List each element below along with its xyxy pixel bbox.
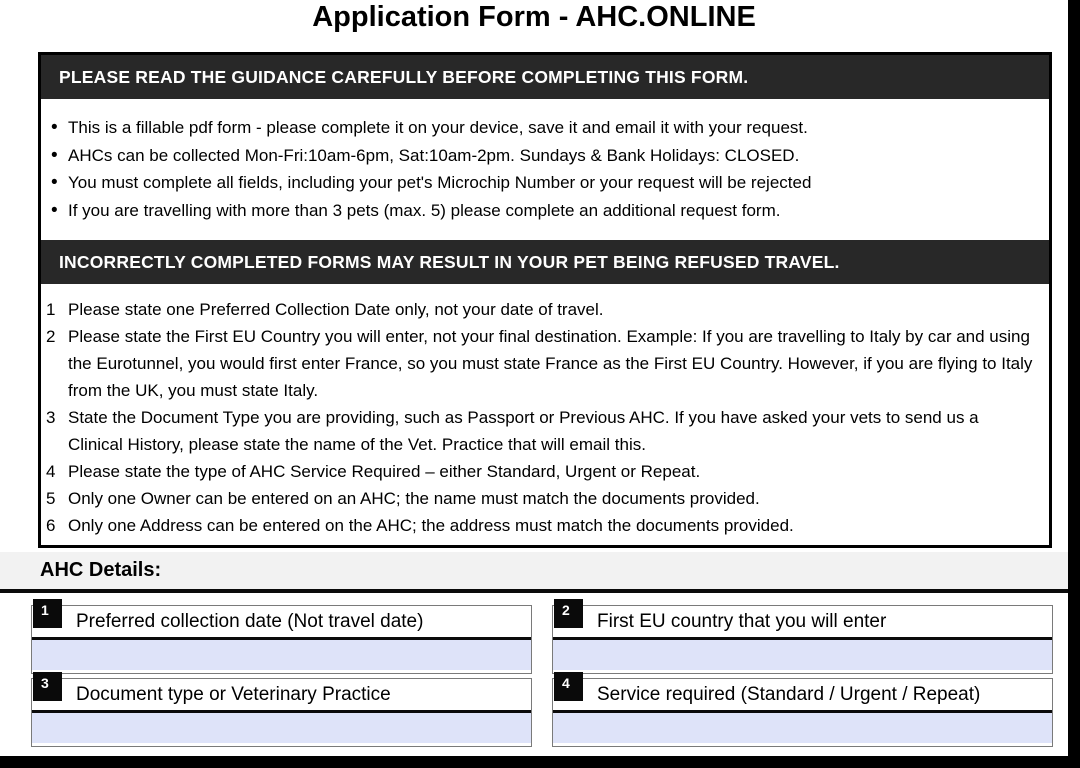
field-label-document-type: Document type or Veterinary Practice: [32, 679, 531, 710]
field-first-eu-country: [552, 602, 1053, 674]
field-preferred-collection-date: [31, 602, 532, 674]
field-number-badge-4: 4: [554, 672, 583, 701]
guidance-bullet-list: [41, 99, 1049, 240]
guidance-numbered-list: [41, 284, 1049, 539]
guidance-rule-1: Please state one Preferred Collection Date only, not your date of travel.: [68, 300, 604, 319]
ahc-fields-grid: [31, 602, 1053, 747]
page-edge-right: [1068, 0, 1080, 768]
guidance-header-2: INCORRECTLY COMPLETED FORMS MAY RESULT IN YOUR PET BEING REFUSED TRAVEL.: [41, 240, 1049, 284]
first-eu-country-input[interactable]: [553, 637, 1052, 670]
guidance-rule-3: State the Document Type you are providing, such as Passport or Previous AHC. If you have asked your vets to send us a Clinical History, please state the name of the Vet. Practice that will email this.: [68, 408, 979, 454]
guidance-bullet-1: • This is a fillable pdf form - please complete it on your device, save it and email it with your request.: [41, 114, 1034, 142]
page-title: Application Form - AHC.ONLINE: [312, 1, 756, 33]
ahc-details-section-header: [0, 552, 1068, 593]
section-title: AHC Details:: [40, 559, 162, 581]
guidance-rule-4: Please state the type of AHC Service Required – either Standard, Urgent or Repeat.: [68, 462, 701, 481]
field-label-service-required: Service required (Standard / Urgent / Repeat): [553, 679, 1052, 710]
service-required-input[interactable]: [553, 710, 1052, 743]
field-number-badge-2: 2: [554, 599, 583, 628]
guidance-rule-2: Please state the First EU Country you will enter, not your final destination. Example: If you are travelling to Italy by car and using the Eurotunnel, you would first enter France, so you must state France as the First EU Country. However, if you are flying to Italy from the UK, you must state Italy.: [68, 327, 1033, 400]
guidance-rule-6: Only one Address can be entered on the AHC; the address must match the documents provided.: [68, 516, 794, 535]
field-number-badge-3: 3: [33, 672, 62, 701]
guidance-bullet-4: • If you are travelling with more than 3 pets (max. 5) please complete an additional request form.: [41, 197, 1034, 225]
guidance-header-1: PLEASE READ THE GUIDANCE CAREFULLY BEFORE COMPLETING THIS FORM.: [41, 55, 1049, 99]
guidance-box: [38, 52, 1052, 548]
page-edge-bottom: [0, 756, 1080, 768]
field-label-first-eu-country: First EU country that you will enter: [553, 606, 1052, 637]
guidance-rule-5: Only one Owner can be entered on an AHC; the name must match the documents provided.: [68, 489, 760, 508]
document-type-input[interactable]: [32, 710, 531, 743]
field-number-badge-1: 1: [33, 599, 62, 628]
field-service-required: [552, 675, 1053, 747]
preferred-collection-date-input[interactable]: [32, 637, 531, 670]
field-document-type: [31, 675, 532, 747]
guidance-bullet-2: • AHCs can be collected Mon-Fri:10am-6pm, Sat:10am-2pm. Sundays & Bank Holidays: CLOSED.: [41, 142, 1034, 170]
guidance-bullet-3: • You must complete all fields, including your pet's Microchip Number or your request will be rejected: [41, 169, 1034, 197]
field-label-preferred-collection-date: Preferred collection date (Not travel date): [32, 606, 531, 637]
